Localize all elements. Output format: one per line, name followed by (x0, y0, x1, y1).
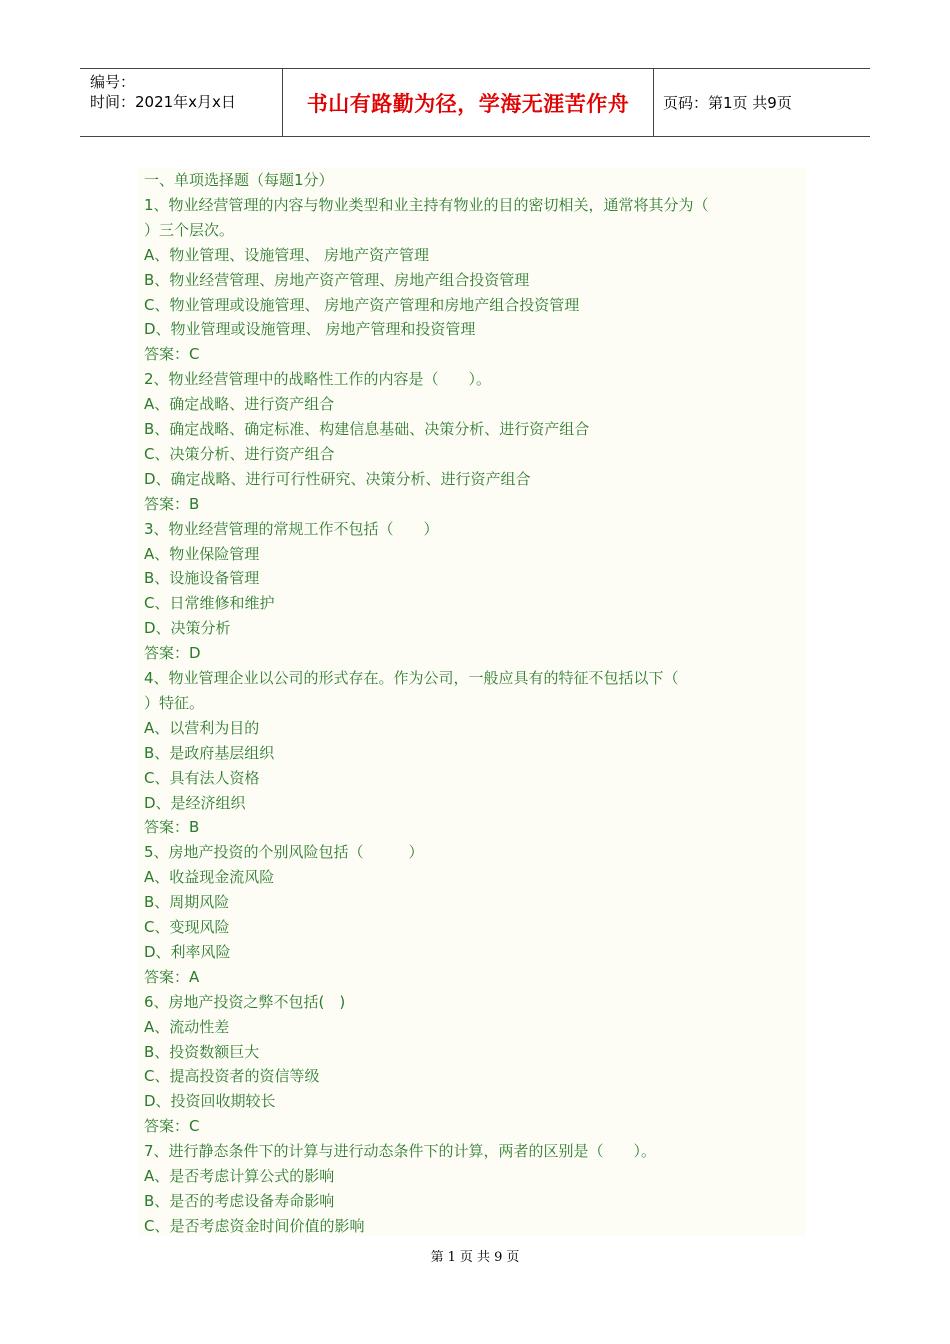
question-line: C、提高投资者的资信等级 (144, 1067, 320, 1086)
answer-line: 答案：C (144, 345, 200, 364)
question-line: A、物业管理、设施管理、 房地产资产管理 (144, 245, 430, 264)
question-line: B、确定战略、确定标准、构建信息基础、决策分析、进行资产组合 (144, 420, 590, 438)
page-footer (0, 1246, 950, 1265)
question-line: C、是否考虑资金时间价值的影响 (144, 1216, 365, 1235)
question-line: A、是否考虑计算公式的影响 (144, 1167, 335, 1185)
question-line: D、物业管理或设施管理、 房地产管理和投资管理 (144, 320, 476, 339)
question-line: ）三个层次。 (144, 220, 235, 239)
question-line: 5、房地产投资的个别风险包括（ ） (144, 843, 424, 862)
answer-line: 答案：B (144, 494, 200, 513)
header-page-info: 页码：第1页 共9页 (663, 94, 792, 112)
question-content (138, 168, 806, 1236)
question-line: A、确定战略、进行资产组合 (144, 395, 335, 414)
question-line: C、决策分析、进行资产组合 (144, 444, 335, 463)
question-line: A、以营利为目的 (144, 718, 260, 737)
header-left-cell (80, 69, 282, 136)
question-line: 7、进行静态条件下的计算与进行动态条件下的计算，两者的区别是（ ）。 (144, 1142, 657, 1161)
question-line: D、投资回收期较长 (144, 1092, 276, 1111)
question-line: 3、物业经营管理的常规工作不包括（ ） (144, 519, 439, 538)
header-right-cell (654, 69, 870, 136)
answer-line: 答案：C (144, 1117, 200, 1136)
footer-page-number: 1 (447, 1250, 456, 1265)
footer-suffix: 页 (506, 1250, 520, 1265)
question-line: A、物业保险管理 (144, 544, 260, 563)
question-line: D、利率风险 (144, 942, 231, 961)
document-time-label: 时间：2021年x月x日 (90, 93, 236, 111)
question-line: D、决策分析 (144, 619, 231, 638)
question-line: B、是政府基层组织 (144, 743, 275, 762)
footer-prefix: 第 (430, 1250, 444, 1265)
answer-line: 答案：D (144, 644, 201, 663)
question-line: D、是经济组织 (144, 793, 246, 812)
question-line: B、是否的考虑设备寿命影响 (144, 1191, 335, 1210)
question-line: 4、物业管理企业以公司的形式存在。作为公司，一般应具有的特征不包括以下（ (144, 669, 679, 687)
footer-total-pages: 9 (494, 1250, 503, 1265)
header-middle-cell (282, 69, 654, 136)
footer-middle: 页 共 (459, 1250, 491, 1265)
question-line: 2、物业经营管理中的战略性工作的内容是（ ）。 (144, 370, 492, 389)
header-motto: 书山有路勤为径，学海无涯苦作舟 (306, 91, 630, 116)
question-line: B、物业经营管理、房地产资产管理、房地产组合投资管理 (144, 270, 530, 289)
answer-line: 答案：A (144, 967, 200, 986)
question-line: 1、物业经营管理的内容与物业类型和业主持有物业的目的密切相关，通常将其分为（ (144, 195, 709, 214)
question-line: A、收益现金流风险 (144, 868, 275, 887)
page-header (80, 68, 870, 137)
question-line: C、日常维修和维护 (144, 594, 275, 613)
question-line: 一、单项选择题（每题1分） (144, 171, 334, 189)
question-line: C、物业管理或设施管理、 房地产资产管理和房地产组合投资管理 (144, 295, 580, 314)
question-line: C、变现风险 (144, 918, 230, 936)
question-line: ）特征。 (144, 693, 205, 712)
question-line: C、具有法人资格 (144, 768, 260, 787)
question-line: 6、房地产投资之弊不包括( ) (144, 992, 346, 1011)
question-line: B、周期风险 (144, 893, 230, 912)
document-number-label: 编号： (90, 73, 136, 91)
question-line: B、投资数额巨大 (144, 1042, 260, 1061)
question-line: A、流动性差 (144, 1017, 230, 1036)
question-line: D、确定战略、进行可行性研究、决策分析、进行资产组合 (144, 469, 531, 488)
answer-line: 答案：B (144, 818, 200, 837)
question-line: B、设施设备管理 (144, 569, 260, 588)
